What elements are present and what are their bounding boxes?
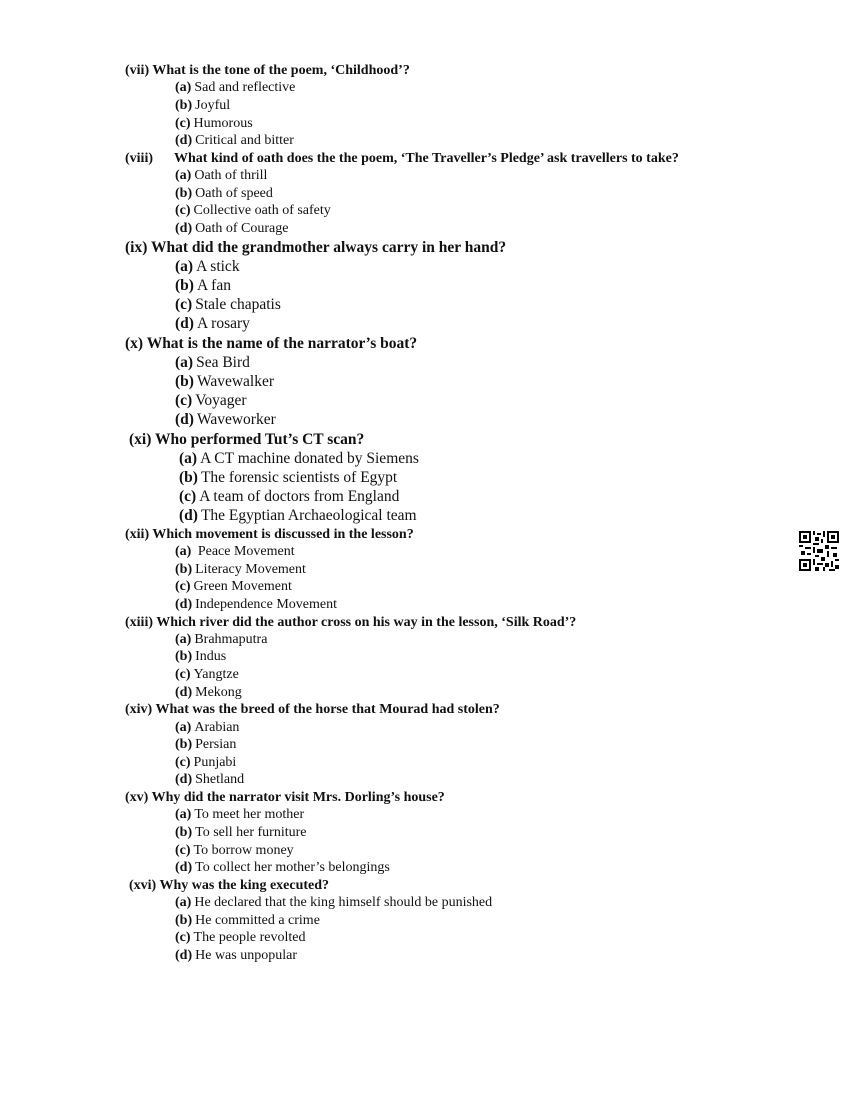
question-ix: (ix) What did the grandmother always carry in her hand? xyxy=(125,239,507,256)
question-vii: (vii) What is the tone of the poem, ‘Childhood’? xyxy=(125,63,410,78)
option-a: (a) To meet her mother xyxy=(175,807,305,822)
option-c: (c) The people revolted xyxy=(175,930,306,945)
question-xi: (xi) Who performed Tut’s CT scan? xyxy=(129,431,365,448)
option-b: (b) Literacy Movement xyxy=(175,562,306,577)
question-text: Why was the king executed? xyxy=(159,878,330,893)
question-text: Why did the narrator visit Mrs. Dorling’s house? xyxy=(151,790,445,805)
option-b: (b) The forensic scientists of Egypt xyxy=(179,469,398,486)
option-c: (c) To borrow money xyxy=(175,843,294,858)
question-text: Which river did the author cross on his way in the lesson, ‘Silk Road’? xyxy=(156,615,577,630)
option-c: (c) Yangtze xyxy=(175,667,239,682)
option-c: (c) Voyager xyxy=(175,392,247,409)
question-viii: (viii) What kind of oath does the the poem, ‘The Traveller’s Pledge’ ask travellers to take? xyxy=(125,151,679,166)
qr-code-icon xyxy=(799,531,839,571)
option-a: (a) Sad and reflective xyxy=(175,80,296,95)
option-d: (d) The Egyptian Archaeological team xyxy=(179,507,417,524)
option-d: (d) To collect her mother’s belongings xyxy=(175,860,390,875)
question-text: What is the tone of the poem, ‘Childhood’? xyxy=(152,63,410,78)
question-xv: (xv) Why did the narrator visit Mrs. Dorling’s house? xyxy=(125,790,445,805)
option-d: (d) Waveworker xyxy=(175,411,276,428)
option-a: (a) Peace Movement xyxy=(175,544,295,559)
option-a: (a) Oath of thrill xyxy=(175,168,268,183)
question-x: (x) What is the name of the narrator’s boat? xyxy=(125,335,418,352)
option-d: (d) Shetland xyxy=(175,772,245,787)
option-d: (d) Oath of Courage xyxy=(175,221,289,236)
option-d: (d) Critical and bitter xyxy=(175,133,294,148)
option-a: (a) Arabian xyxy=(175,720,240,735)
option-b: (b) Persian xyxy=(175,737,237,752)
question-xiii: (xiii) Which river did the author cross on his way in the lesson, ‘Silk Road’? xyxy=(125,615,577,630)
question-xii: (xii) Which movement is discussed in the lesson? xyxy=(125,527,414,542)
option-b: (b) Oath of speed xyxy=(175,186,273,201)
option-c: (c) Stale chapatis xyxy=(175,296,281,313)
question-text: What did the grandmother always carry in her hand? xyxy=(151,239,507,256)
option-d: (d) He was unpopular xyxy=(175,948,297,963)
option-a: (a) He declared that the king himself should be punished xyxy=(175,895,493,910)
question-text: What is the name of the narrator’s boat? xyxy=(146,335,418,352)
option-a: (a) Brahmaputra xyxy=(175,632,268,647)
question-text: Which movement is discussed in the lesson? xyxy=(152,527,414,542)
option-d: (d) Mekong xyxy=(175,685,242,700)
option-c: (c) Humorous xyxy=(175,116,253,131)
option-d: (d) A rosary xyxy=(175,315,250,332)
question-text: Who performed Tut’s CT scan? xyxy=(155,431,365,448)
option-d: (d) Independence Movement xyxy=(175,597,338,612)
option-a: (a) A stick xyxy=(175,258,240,275)
option-a: (a) A CT machine donated by Siemens xyxy=(179,450,419,467)
question-xvi: (xvi) Why was the king executed? xyxy=(129,878,330,893)
option-b: (b) He committed a crime xyxy=(175,913,320,928)
option-b: (b) Wavewalker xyxy=(175,373,275,390)
option-c: (c) Punjabi xyxy=(175,755,237,770)
question-xiv: (xiv) What was the breed of the horse that Mourad had stolen? xyxy=(125,702,500,717)
option-b: (b) To sell her furniture xyxy=(175,825,307,840)
option-c: (c) Collective oath of safety xyxy=(175,203,331,218)
option-a: (a) Sea Bird xyxy=(175,354,250,371)
question-text: What kind of oath does the the poem, ‘The Traveller’s Pledge’ ask travellers to take? xyxy=(174,151,679,166)
option-b: (b) Joyful xyxy=(175,98,231,113)
option-b: (b) A fan xyxy=(175,277,231,294)
option-b: (b) Indus xyxy=(175,649,227,664)
question-text: What was the breed of the horse that Mourad had stolen? xyxy=(155,702,500,717)
option-c: (c) Green Movement xyxy=(175,579,292,594)
option-c: (c) A team of doctors from England xyxy=(179,488,400,505)
